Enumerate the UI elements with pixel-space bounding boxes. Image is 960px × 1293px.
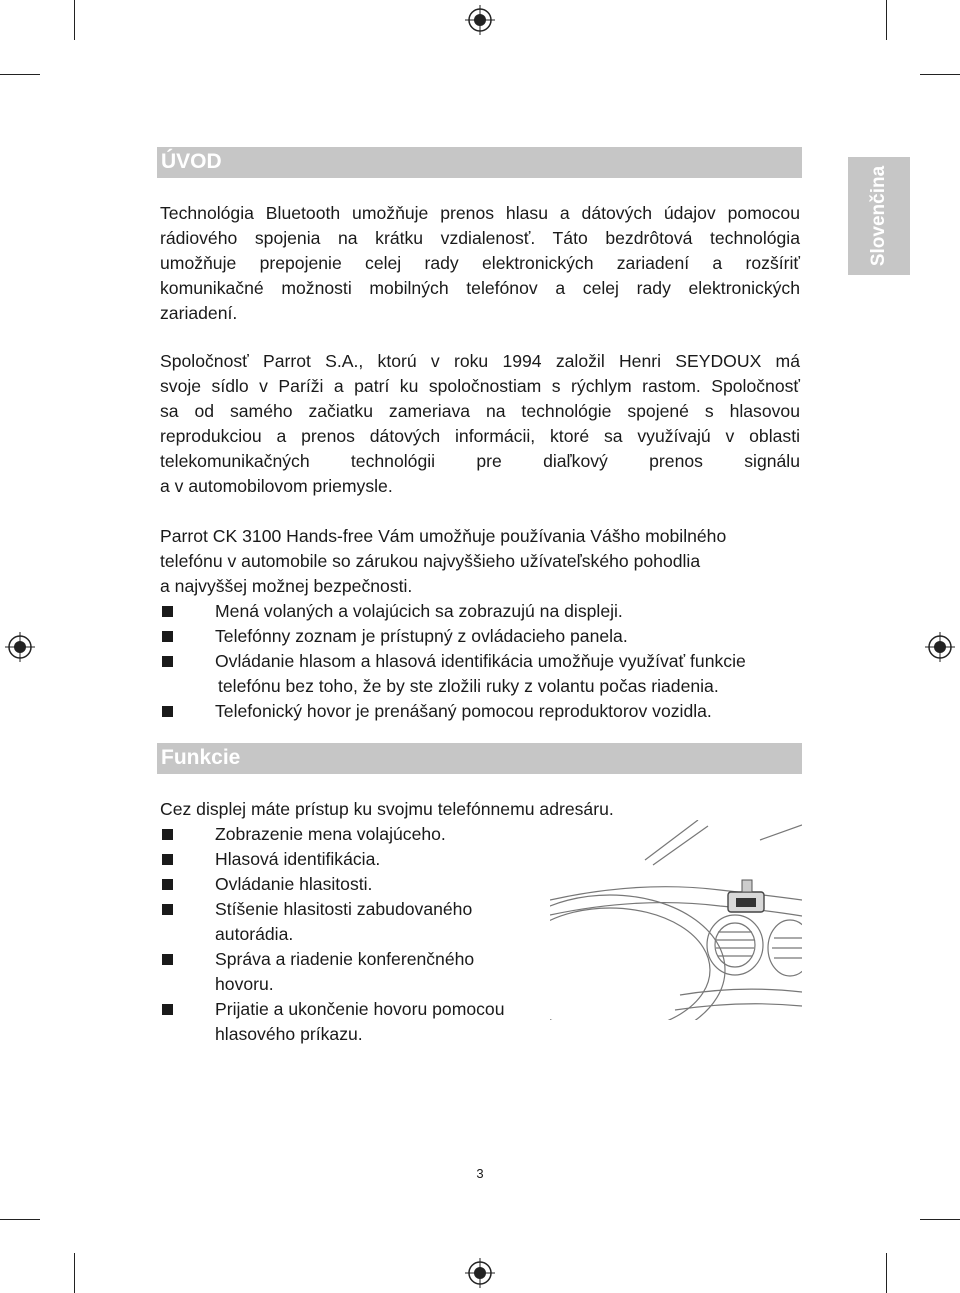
section-heading-intro <box>157 147 802 178</box>
bullet-square-icon <box>162 631 173 642</box>
text-line: a najvyššej možnej bezpečnosti. <box>160 576 413 596</box>
bullet-square-icon <box>162 904 173 915</box>
text-line: telekomunikačných technológii pre diaľkový prenos signálu <box>160 451 800 471</box>
crop-mark <box>74 0 75 40</box>
list-item-text: telefónu bez toho, že by ste zložili ruky z volantu počas riadenia. <box>218 676 719 696</box>
handsfree-display-icon <box>728 880 764 912</box>
section-heading-label: Funkcie <box>161 746 241 769</box>
list-item <box>160 699 746 724</box>
car-dashboard-illustration <box>550 820 802 1020</box>
registration-mark-icon <box>925 632 955 662</box>
list-item <box>160 997 505 1022</box>
bullet-square-icon <box>162 606 173 617</box>
registration-mark-icon <box>5 632 35 662</box>
bullet-square-icon <box>162 854 173 865</box>
functions-intro <box>160 797 800 822</box>
crop-mark <box>920 1219 960 1220</box>
text-line: svoje sídlo v Paríži a patrí ku spoločnostiam s rýchlym rastom. Spoločnosť <box>160 376 800 396</box>
language-tab <box>848 157 910 275</box>
bullet-square-icon <box>162 954 173 965</box>
list-item-continuation <box>160 674 746 699</box>
text-line: sa od samého začiatku zameriava na technológie spojené s hlasovou <box>160 401 800 421</box>
list-item-text: Zobrazenie mena volajúceho. <box>215 824 446 844</box>
list-item <box>160 947 505 972</box>
list-item-text: autorádia. <box>215 924 294 944</box>
language-tab-label: Slovenčina <box>868 165 889 267</box>
page-number: 3 <box>476 1166 484 1181</box>
list-item-text: hlasového príkazu. <box>215 1024 363 1044</box>
text-line: reprodukciou a prenos dátových informácii, ktoré sa využívajú v oblasti <box>160 426 800 446</box>
crop-mark <box>886 0 887 40</box>
bullet-square-icon <box>162 656 173 667</box>
list-item <box>160 872 505 897</box>
list-item-text: Telefonický hovor je prenášaný pomocou reproduktorov vozidla. <box>215 701 712 721</box>
registration-mark-icon <box>465 5 495 35</box>
list-item-text: Stíšenie hlasitosti zabudovaného <box>215 899 473 919</box>
list-item <box>160 624 746 649</box>
intro-paragraph-3 <box>160 524 800 599</box>
list-item-text: Ovládanie hlasitosti. <box>215 874 373 894</box>
section-heading-functions <box>157 743 802 774</box>
text-line: rádiového spojenia na krátku vzdialenosť. Táto bezdrôtová technológia <box>160 228 800 248</box>
bullet-square-icon <box>162 879 173 890</box>
bullet-square-icon <box>162 829 173 840</box>
text-line: Cez displej máte prístup ku svojmu telefónnemu adresáru. <box>160 799 614 819</box>
text-line: zariadení. <box>160 303 238 323</box>
list-item-text: Správa a riadenie konferenčného <box>215 949 475 969</box>
list-item-text: Hlasová identifikácia. <box>215 849 381 869</box>
bullet-square-icon <box>162 1004 173 1015</box>
list-item-text: Prijatie a ukončenie hovoru pomocou <box>215 999 505 1019</box>
crop-mark <box>74 1253 75 1293</box>
list-item <box>160 649 746 674</box>
text-line: Spoločnosť Parrot S.A., ktorú v roku 1994 založil Henri SEYDOUX má <box>160 351 800 371</box>
text-line: a v automobilovom priemysle. <box>160 476 393 496</box>
crop-mark <box>0 74 40 75</box>
crop-mark <box>886 1253 887 1293</box>
list-item-text: Mená volaných a volajúcich sa zobrazujú na displeji. <box>215 601 623 621</box>
intro-bullet-list <box>160 599 746 724</box>
intro-paragraph-2 <box>160 349 800 499</box>
text-line: komunikačné možnosti mobilných telefónov a celej rady elektronických <box>160 278 800 298</box>
list-item-text: Telefónny zoznam je prístupný z ovládacieho panela. <box>215 626 628 646</box>
list-item <box>160 897 505 922</box>
crop-mark <box>920 74 960 75</box>
crop-mark <box>0 1219 40 1220</box>
list-item-continuation <box>160 1022 505 1047</box>
text-line: telefónu v automobile so zárukou najvyššieho užívateľského pohodlia <box>160 551 701 571</box>
list-item <box>160 599 746 624</box>
bullet-square-icon <box>162 706 173 717</box>
registration-mark-icon <box>465 1258 495 1288</box>
list-item-continuation <box>160 972 505 997</box>
text-line: Parrot CK 3100 Hands-free Vám umožňuje používania Vášho mobilného <box>160 526 727 546</box>
list-item-continuation <box>160 922 505 947</box>
list-item <box>160 822 505 847</box>
functions-bullet-list <box>160 822 505 1047</box>
list-item <box>160 847 505 872</box>
text-line: Technológia Bluetooth umožňuje prenos hlasu a dátových údajov pomocou <box>160 203 800 223</box>
section-heading-label: ÚVOD <box>161 150 222 173</box>
list-item-text: hovoru. <box>215 974 274 994</box>
list-item-text: Ovládanie hlasom a hlasová identifikácia umožňuje využívať funkcie <box>215 651 746 671</box>
text-line: umožňuje prepojenie celej rady elektronických zariadení a rozšíriť <box>160 253 800 273</box>
intro-paragraph-1 <box>160 201 800 326</box>
